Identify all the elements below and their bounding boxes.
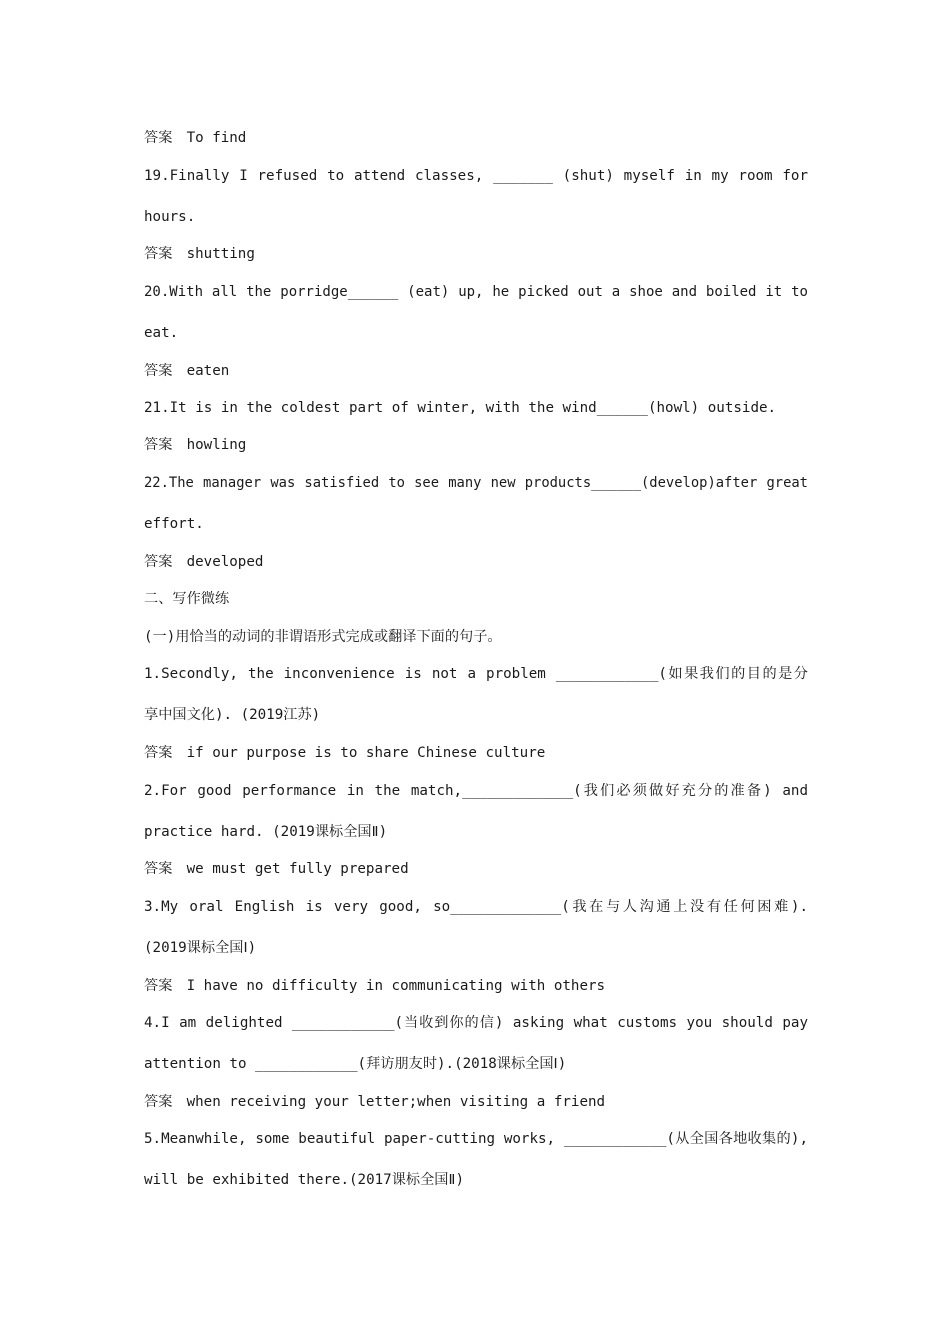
answer-line: 答案 To find <box>144 130 247 146</box>
writing-question-2-continued: practice hard. (2019课标全国Ⅱ) <box>144 824 388 840</box>
writing-answer-2: 答案 we must get fully prepared <box>144 861 409 877</box>
section-heading: 二、写作微练 <box>144 591 230 607</box>
answer-21: 答案 howling <box>144 437 247 453</box>
question-21: 21.It is in the coldest part of winter, with the wind______(howl) outside. <box>144 400 777 416</box>
writing-question-4: 4.I am delighted ____________(当收到你的信) asking what customs you should pay <box>144 1015 808 1031</box>
answer-22: 答案 developed <box>144 554 264 570</box>
answer-19: 答案 shutting <box>144 246 255 262</box>
subsection-instruction: (一)用恰当的动词的非谓语形式完成或翻译下面的句子。 <box>144 629 502 645</box>
writing-answer-1: 答案 if our purpose is to share Chinese culture <box>144 745 546 761</box>
question-20: 20.With all the porridge______ (eat) up, he picked out a shoe and boiled it to <box>144 284 808 300</box>
question-22: 22.The manager was satisfied to see many new products______(develop)after great <box>144 475 808 491</box>
writing-question-4-continued: attention to ____________(拜访朋友时).(2018课标全国Ⅰ) <box>144 1056 567 1072</box>
question-19-continued: hours. <box>144 209 196 225</box>
answer-20: 答案 eaten <box>144 363 230 379</box>
writing-question-5-continued: will be exhibited there.(2017课标全国Ⅱ) <box>144 1172 464 1188</box>
writing-answer-3: 答案 I have no difficulty in communicating with others <box>144 978 606 994</box>
question-20-continued: eat. <box>144 325 179 341</box>
writing-question-3: 3.My oral English is very good, so_____________(我在与人沟通上没有任何困难). <box>144 899 808 915</box>
writing-question-2: 2.For good performance in the match,_____________(我们必须做好充分的准备) and <box>144 783 808 799</box>
writing-question-1: 1.Secondly, the inconvenience is not a problem ____________(如果我们的目的是分 <box>144 666 808 682</box>
writing-question-3-continued: (2019课标全国Ⅰ) <box>144 940 257 956</box>
writing-question-5: 5.Meanwhile, some beautiful paper-cutting works, ____________(从全国各地收集的), <box>144 1131 808 1147</box>
question-22-continued: effort. <box>144 516 204 532</box>
question-19: 19.Finally I refused to attend classes, _______ (shut) myself in my room for <box>144 168 808 184</box>
writing-question-1-continued: 享中国文化). (2019江苏) <box>144 707 321 723</box>
writing-answer-4: 答案 when receiving your letter;when visiting a friend <box>144 1094 606 1110</box>
